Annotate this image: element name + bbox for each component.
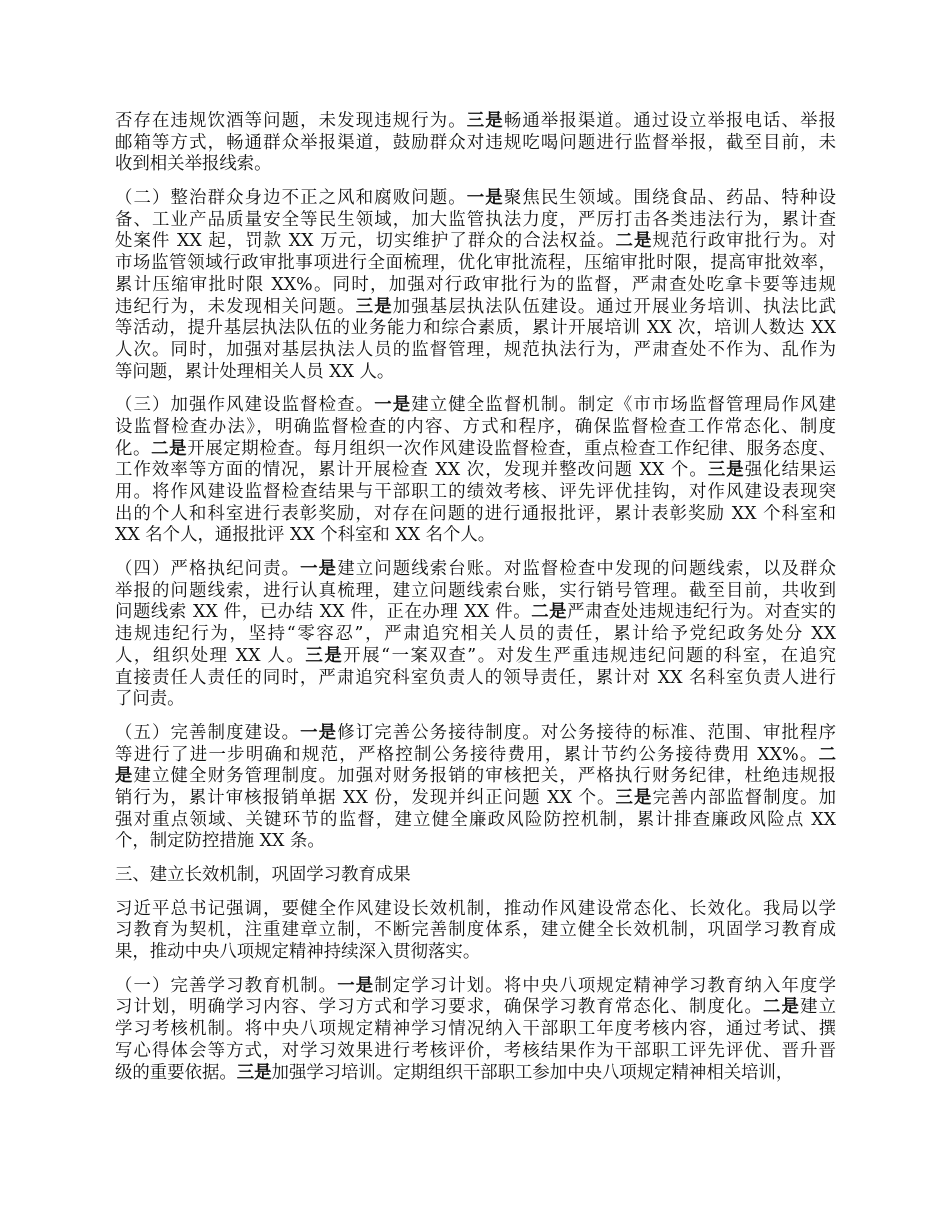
text-line — [115, 111, 836, 133]
text-segment: 设监督检查办法》，明确监督检查的内容、方式和程序，确保监督检查工作常态化、制度 — [115, 416, 836, 437]
text-line — [115, 624, 836, 646]
text-line — [115, 810, 836, 832]
bold-keyword: 三是 — [615, 787, 653, 808]
text-segment: 习计划，明确学习内容、学习方式和学习要求，确保学习教育常态化、制度化。 — [115, 997, 764, 1018]
bold-keyword: 一是 — [300, 559, 338, 580]
paragraph — [115, 559, 836, 711]
text-segment: 了问责。 — [115, 689, 185, 710]
bold-keyword: 一是 — [337, 975, 375, 996]
text-line — [115, 275, 836, 297]
text-segment: XX 名个人，通报批评 XX 个科室和 XX 名个人。 — [115, 525, 496, 546]
text-segment: 写心得体会等方式，对学习效果进行考核评价，考核结果作为干部职工评先评优、晋升晋 — [115, 1040, 836, 1061]
text-line — [115, 942, 836, 964]
paragraph — [115, 723, 836, 853]
bold-keyword: 三是 — [707, 460, 745, 481]
text-line — [115, 559, 836, 581]
bold-keyword: 是 — [115, 766, 134, 787]
bold-keyword: 三是 — [305, 645, 344, 666]
text-line — [115, 297, 836, 319]
text-segment: （四）严格执纪问责。 — [115, 559, 301, 580]
bold-keyword: 一是 — [466, 188, 504, 209]
text-line — [115, 1041, 836, 1063]
paragraph — [115, 899, 836, 964]
text-line — [115, 581, 836, 603]
text-segment: 加强基层执法队伍建设。通过开展业务培训、执法比武 — [392, 296, 836, 317]
text-line — [115, 745, 836, 767]
text-line — [115, 460, 836, 482]
text-segment: 规范行政审批行为。对 — [652, 231, 836, 252]
text-segment: 习近平总书记强调，要健全作风建设长效机制，推动作风建设常态化、长效化。我局以学 — [115, 898, 836, 919]
text-segment: 习教育为契机，注重建章立制，不断完善制度体系，建立健全长效机制，巩固学习教育成 — [115, 920, 836, 941]
text-line — [115, 188, 836, 210]
bold-keyword: 三是 — [355, 296, 393, 317]
text-line — [115, 154, 836, 176]
text-segment: （五）完善制度建设。 — [115, 722, 301, 743]
text-segment: 等活动，提升基层执法队伍的业务能力和综合素质，累计开展培训 XX 次，培训人数达 XX — [115, 318, 836, 339]
text-segment: 开展定期检查。每月组织一次作风建设监督检查，重点检查工作纪律、服务态度、 — [187, 438, 836, 459]
text-line — [115, 976, 836, 998]
text-segment: （一）完善学习教育机制。 — [115, 975, 338, 996]
text-line — [115, 318, 836, 340]
text-line — [115, 831, 836, 853]
text-segment: 严肃查处违规违纪行为。对查实的 — [567, 602, 836, 623]
text-segment: 聚焦民生领域。围绕食品、药品、特种设 — [503, 188, 836, 209]
text-line — [115, 362, 836, 384]
text-segment: 用。将作风建设监督检查结果与干部职工的绩效考核、评先评优挂钩，对作风建设表现突 — [115, 482, 836, 502]
text-segment: 开展“一案双查”。对发生严重违规违纪问题的科室，在追究 — [343, 645, 836, 666]
paragraph — [115, 188, 836, 383]
text-segment: 完善内部监督制度。加 — [652, 787, 836, 808]
text-segment: 强对重点领域、关键环节的监督，建立健全廉政风险防控机制，累计排查廉政风险点 XX — [115, 809, 836, 830]
text-segment: 人，组织处理 XX 人。 — [115, 645, 306, 666]
text-segment: 强化结果运 — [744, 460, 836, 481]
text-segment: 违规违纪行为，坚持“零容忍”，严肃追究相关人员的责任，累计给予党纪政务处分 XX — [115, 624, 836, 645]
text-segment: 化。 — [115, 438, 152, 459]
text-line — [115, 210, 836, 232]
text-line — [115, 1063, 836, 1085]
text-line — [115, 920, 836, 942]
text-segment: 人次。同时，加强对基层执法人员的监督管理，规范执法行为，严肃查处不作为、乱作为 — [115, 339, 836, 360]
text-segment: 个，制定防控措施 XX 条。 — [115, 831, 325, 852]
text-line — [115, 602, 836, 624]
document-page — [115, 111, 836, 1096]
text-line — [115, 417, 836, 439]
text-segment: 工作效率等方面的情况，累计开展检查 XX 次，发现并整改问题 XX 个。 — [115, 460, 708, 481]
paragraph — [115, 111, 836, 176]
text-line — [115, 253, 836, 275]
text-line — [115, 340, 836, 362]
text-segment: 邮箱等方式，畅通群众举报渠道，鼓励群众对违规吃喝问题进行监督举报，截至目前，未 — [115, 132, 836, 153]
bold-keyword: 二是 — [763, 997, 801, 1018]
text-line — [115, 865, 836, 887]
text-segment: 备、工业产品质量安全等民生领域，加大监管执法力度，严厉打击各类违法行为，累计查 — [115, 209, 836, 230]
text-line — [115, 504, 836, 526]
text-line — [115, 766, 836, 788]
text-line — [115, 525, 836, 547]
text-segment: 建立健全财务管理制度。加强对财务报销的审核把关，严格执行财务纪律，杜绝违规报 — [133, 766, 836, 787]
bold-keyword: 二是 — [151, 438, 188, 459]
text-segment: 处案件 XX 起，罚款 XX 万元，切实维护了群众的合法权益。 — [115, 231, 616, 252]
text-line — [115, 899, 836, 921]
bold-keyword: 二 — [818, 744, 836, 765]
text-segment: 举报的问题线索，进行认真梳理，建立问题线索台账，实行销号管理。截至目前，共收到 — [115, 580, 836, 601]
text-segment: 市场监管领域行政审批事项进行全面梳理，优化审批流程，压缩审批时限，提高审批效率， — [115, 253, 836, 274]
text-line — [115, 668, 836, 690]
text-line — [115, 439, 836, 461]
text-segment: 修订完善公务接待制度。对公务接待的标准、范围、审批程序 — [337, 722, 836, 743]
bold-keyword: 二是 — [531, 602, 568, 623]
text-segment: 三、建立长效机制，巩固学习教育成果 — [115, 865, 411, 885]
paragraph — [115, 395, 836, 547]
text-segment: 建立问题线索台账。对监督检查中发现的问题线索，以及群众 — [337, 559, 836, 580]
text-line — [115, 395, 836, 417]
bold-keyword: 一是 — [374, 395, 412, 416]
text-segment: 制定学习计划。将中央八项规定精神学习教育纳入年度学 — [374, 975, 836, 996]
text-segment: 建立 — [800, 997, 836, 1018]
bold-keyword: 三是 — [236, 1062, 272, 1083]
text-segment: 直接责任人责任的同时，严肃追究科室负责人的领导责任，累计对 XX 名科室负责人进行 — [115, 667, 836, 688]
section-heading — [115, 865, 836, 887]
text-line — [115, 788, 836, 810]
text-line — [115, 1019, 836, 1041]
text-segment: 级的重要依据。 — [115, 1062, 237, 1083]
text-segment: 畅通举报渠道。通过设立举报电话、举报 — [503, 111, 836, 131]
text-segment: 问题线索 XX 件，已办结 XX 件，正在办理 XX 件。 — [115, 602, 532, 623]
text-line — [115, 231, 836, 253]
text-line — [115, 646, 836, 668]
text-segment: （二）整治群众身边不正之风和腐败问题。 — [115, 188, 467, 209]
bold-keyword: 一是 — [300, 722, 338, 743]
text-segment: 违纪行为，未发现相关问题。 — [115, 296, 356, 317]
bold-keyword: 二是 — [615, 231, 653, 252]
text-segment: 累计压缩审批时限 XX%。同时，加强对行政审批行为的监督，严肃查处吃拿卡要等违规 — [115, 274, 836, 295]
text-segment: 等问题，累计处理相关人员 XX 人。 — [115, 361, 395, 382]
text-segment: 销行为，累计审核报销单据 XX 份，发现并纠正问题 XX 个。 — [115, 787, 616, 808]
text-line — [115, 133, 836, 155]
text-segment: 果，推动中央八项规定精神持续深入贯彻落实。 — [115, 942, 481, 963]
text-segment: 出的个人和科室进行表彰奖励，对存在问题的进行通报批评，累计表彰奖励 XX 个科室和 — [115, 503, 836, 524]
text-line — [115, 997, 836, 1019]
text-line — [115, 723, 836, 745]
text-line — [115, 482, 836, 504]
text-segment: 等进行了进一步明确和规范，严格控制公务接待费用，累计节约公务接待费用 XX%。 — [115, 744, 819, 765]
text-segment: 加强学习培训。定期组织干部职工参加中央八项规定精神相关培训， — [271, 1062, 794, 1083]
text-segment: 否存在违规饮酒等问题，未发现违规行为。 — [115, 111, 467, 131]
text-segment: 学习考核机制。将中央八项规定精神学习情况纳入干部职工年度考核内容，通过考试、撰 — [115, 1019, 836, 1040]
text-line — [115, 689, 836, 711]
paragraph — [115, 976, 836, 1084]
text-segment: 收到相关举报线索。 — [115, 154, 272, 175]
text-segment: 建立健全监督机制。制定《市市场监督管理局作风建 — [411, 395, 836, 416]
text-segment: （三）加强作风建设监督检查。 — [115, 395, 375, 416]
bold-keyword: 三是 — [466, 111, 504, 131]
